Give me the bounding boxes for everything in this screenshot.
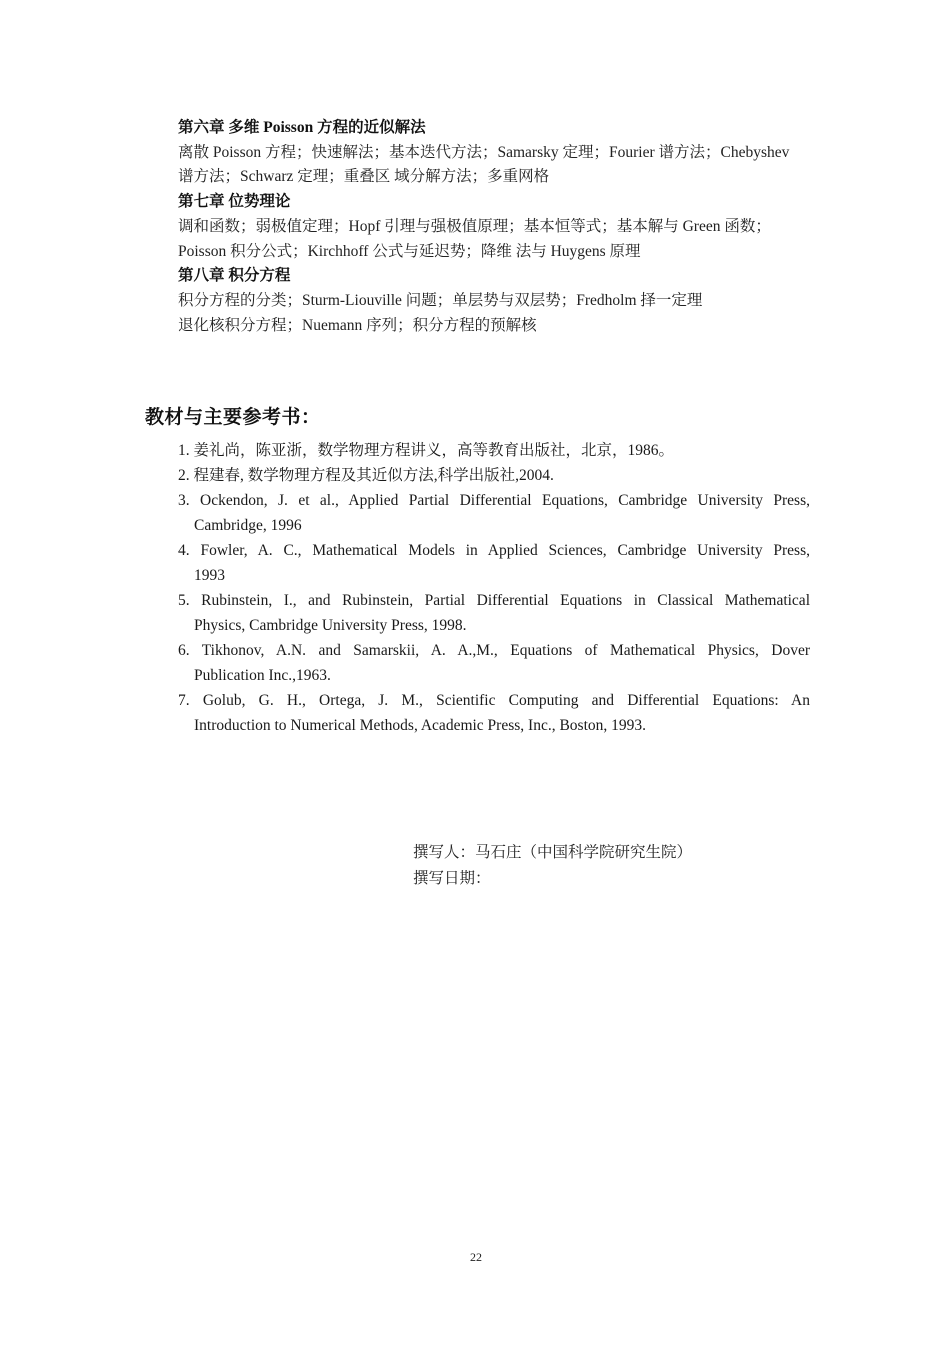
reference-item [178,588,810,638]
reference-line: 2. 程建春, 数学物理方程及其近似方法,科学出版社,2004. [178,467,554,484]
chapter-8 [178,264,818,338]
reference-line: 7. Golub, G. H., Ortega, J. M., Scientific Computing and Differential Equations: An [178,692,810,709]
page-number: 22 [470,1250,482,1264]
chapter-topics-line: 退化核积分方程；Nuemann 序列；积分方程的预解核 [178,316,537,334]
chapter-topics-line: 谱方法；Schwarz 定理；重叠区 域分解方法；多重网格 [178,168,550,186]
chapter-heading: 第八章 积分方程 [178,267,291,285]
reference-line-continued: Publication Inc.,1963. [194,667,331,684]
reference-line-continued: Cambridge, 1996 [194,517,302,534]
reference-item [178,488,810,538]
reference-list [178,438,810,738]
author-date: 撰写日期： [413,870,491,887]
chapter-topics-line: Poisson 积分公式；Kirchhoff 公式与延迟势；降维 法与 Huygens 原理 [178,242,641,260]
reference-item [178,638,810,688]
reference-line-continued: Introduction to Numerical Methods, Academic Press, Inc., Boston, 1993. [194,717,647,734]
reference-item [178,438,810,463]
chapter-topics-line: 积分方程的分类；Sturm-Liouville 问题；单层势与双层势；Fredholm 择一定理 [178,291,703,309]
reference-item [178,538,810,588]
reference-item [178,463,810,488]
reference-line: 4. Fowler, A. C., Mathematical Models in Applied Sciences, Cambridge University Press, [178,542,810,559]
reference-line: 6. Tikhonov, A.N. and Samarskii, A. A.,M., Equations of Mathematical Physics, Dover [178,642,810,659]
reference-line-continued: 1993 [194,567,225,584]
chapter-topics-line: 离散 Poisson 方程；快速解法；基本迭代方法；Samarsky 定理；Fourier 谱方法；Chebyshev [178,143,790,161]
author-writer: 撰写人：马石庄（中国科学院研究生院） [413,844,693,861]
reference-line: 1. 姜礼尚，陈亚浙，数学物理方程讲义，高等教育出版社，北京，1986。 [178,442,675,459]
references-title: 教材与主要参考书： [145,406,321,428]
author-block [413,840,692,892]
chapter-heading: 第七章 位势理论 [178,193,291,211]
reference-item [178,688,810,738]
chapter-7 [178,190,818,264]
chapter-list [178,116,818,338]
reference-line-continued: Physics, Cambridge University Press, 1998. [194,617,467,634]
chapter-topics-line: 调和函数；弱极值定理；Hopf 引理与强极值原理；基本恒等式；基本解与 Green 函数； [178,217,771,235]
reference-line: 5. Rubinstein, I., and Rubinstein, Partial Differential Equations in Classical Mathematical [178,592,810,609]
chapter-heading: 第六章 多维 Poisson 方程的近似解法 [178,119,426,136]
chapter-6 [178,116,818,190]
reference-line: 3. Ockendon, J. et al., Applied Partial Differential Equations, Cambridge University Press, [178,492,810,509]
